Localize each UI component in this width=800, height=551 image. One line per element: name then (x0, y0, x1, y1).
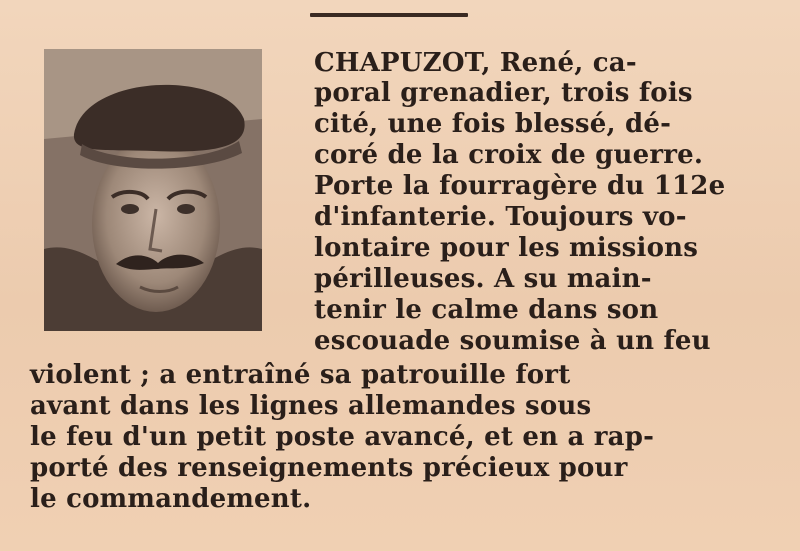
text-line-8: périlleuses. A su main- (314, 264, 652, 294)
text-line-9: tenir le calme dans son (314, 295, 659, 325)
text-line-14: porté des renseignements précieux pour (30, 453, 628, 483)
text-line-3: cité, une fois blessé, dé- (314, 109, 672, 139)
text-line-13: le feu d'un petit poste avancé, et en a rap- (30, 422, 655, 452)
text-line-15: le commandement. (30, 484, 312, 514)
text-line-4: coré de la croix de guerre. (314, 140, 704, 170)
text-line-7: lontaire pour les missions (314, 233, 699, 263)
portrait-illustration (44, 49, 262, 331)
text-line-10: escouade soumise à un feu (314, 326, 711, 356)
text-line-11: violent ; a entraîné sa patrouille fort (30, 360, 571, 390)
text-line-6: d'infanterie. Toujours vo- (314, 202, 687, 232)
text-line-2: poral grenadier, trois fois (314, 78, 693, 108)
text-line-5: Porte la fourragère du 112e (314, 171, 726, 201)
portrait-photo (44, 49, 262, 331)
text-line-12: avant dans les lignes allemandes sous (30, 391, 592, 421)
separator-rule (310, 13, 468, 17)
text-line-1: CHAPUZOT, René, ca- (314, 48, 637, 78)
